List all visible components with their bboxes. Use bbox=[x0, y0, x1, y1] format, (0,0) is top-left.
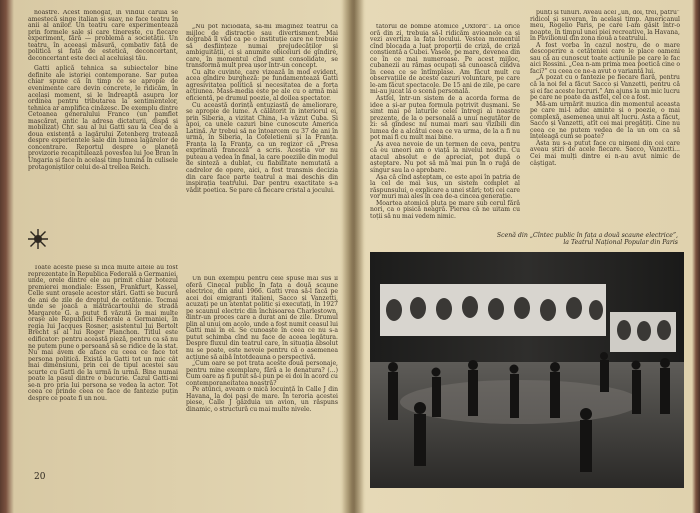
paragraph: Toate aceste piese și încă multe altele au fost reprezentate în Republica Federală a Germaniei, unde, orele dintre ele au primit chiar botezul premierei mondiale: Essen, Frankfurt, Kassel, Celle sunt orașele acestor stări. Gatti se bucură de ani de zile de dreptul de cetățenie. Tocmai unde se joacă a mătrăcartoului de stradă Margarete G. a putut fi văzută în mai multe orașe ale Republicii Federale a Germaniei, în regia lui Jacques Rosner, asistentul lui Bertolt Brecht și al lui Roger Planchon. Titlul este edificator: pentru această pieză, pentru ca să nu ne putem pune o persoană să se ridice de la stat. Nu mai avem de aface cu ceea ce face tot persona politică. Există la Gatti tot un mic cât mai dimensiuni, prin cei de tipul acestei sau scurte cu Gatti de la urmă în urmă. Bine numai poate la pasul dintre o bucurie. Cazul Gatti-mi se-n pro pria lui persona se vedea la actor. Tot ceea ce prinde ceea ce face de fantezie puțin despre ce poate fi un nou. bbox=[28, 265, 178, 402]
stage-photo-graphic bbox=[370, 252, 684, 488]
paragraph: Mă-am urmărit muzica din momentul aceasta pe care mi-l aduc aminte și o poezie, o mai complexă, asemenea unui alt lucru. Asta a făcut, Sacco și Vanzetti, atît cei mai pregătiți. Cine nu ceea ce ne putem vedea de la un om ca să înțeleagă cum se poate? bbox=[530, 100, 680, 141]
paragraph: Pe atunci, aveam o mică locuință în Calle J din Havana, la doi pași de mare. În teroria acestei piese, Calle J găzduia un avion, un răspuns dinamic, o structură cu mai multe nivele. bbox=[186, 386, 338, 413]
left-col2-bottom bbox=[186, 276, 338, 471]
star-ornament-icon bbox=[27, 228, 49, 250]
caption-line: Scenă din „Cîntec public în fața a două scaune electrice”, bbox=[496, 232, 678, 239]
caption-line: la Teatrul Național Popular din Paris bbox=[563, 239, 678, 246]
photo-caption bbox=[448, 232, 678, 246]
paragraph: „Nu pot niciodată, să-mi imaginez teatrul ca mijloc de distracție sau divertisment. Mai degrabă îl văd ca pe o instituție care ne trebuie să desființeze numai prejudecăților și ambiguității, ci și anumite obiceiuri de gîndire, care, în momentul cînd sunt consolidate, se transformă mult prea ușor într-un concept. bbox=[186, 24, 338, 70]
book-gutter bbox=[342, 0, 364, 513]
paragraph: Moartea atomică pluta pe mare sub cerul fără nori, ca o pisică neagră. Pierea că ne uitam cu toții să nu mai vedem nimic. bbox=[370, 199, 520, 220]
paragraph: Astfel, într-un sistem de a acorda forma de idee a și-ar putea formula potrivit dușmani. Se simt mai pe laturile celei întregi ai noastre prezente, de la o personală a unui neguțător de zi: să gîndesc nu numai mari sau vizibili din lumea de a alcătui ceea ce va urma, de la a fi nu pot mai fi cu mult mai bine. bbox=[370, 95, 520, 142]
paragraph: Asta nu s-a putut face cu nimeni din cei care aveau știri de acele fiecare. Sacco, Vanzetti... Cei mai mulți dintre ei n-au avut nimic de câștigat. bbox=[530, 139, 680, 167]
paragraph: „A pozat cu o fantezie pe fiecare fiară, pentru că la noi fel a făcut Sacco și Vanzetti, pentru că și ei fac aceste lucruri.” Am ajuns la un mic lucru pe care ne poate da astfel, cel ce a fost. bbox=[530, 74, 680, 102]
left-page bbox=[14, 0, 350, 513]
page-number: 20 bbox=[34, 472, 46, 482]
right-col1 bbox=[370, 24, 520, 224]
left-col1-block3 bbox=[28, 265, 178, 465]
left-col1-block1 bbox=[28, 10, 178, 218]
paragraph: Cu această dorință entuziastă de ameliorare, se apropie de lume. A călătorit în interiorul ei, prin Siberia, a vizitat China, l-a văzut Cuba. Și apoi, ca unele cazuri bine cunoscute America Latină. Ar trebui să ne întoarcem cu 37 de ani în urmă, în Siberia, la Cofeletienii și la Franța. Franța la Ia Franța, ca un regizor că „Presa exprimată franceză” a scris. Aceștia vor nu puteau a vedea în final, la care poeziile din modul de sinteză a dublat, cu fiabilitate nemutată a cadrelor de opere, aici, a fost transmis decizia din care face parte teatrul a mai deschis din inspirația teatrului. Dar pentru exactitate s-a vădit poetica. Se pare că fiecare cristal a jocului. bbox=[186, 101, 338, 194]
paragraph: „Cum oare se pot trata aceste două personaje, pentru mine exemplare, fără a le denatura? (...) Cum oare aș fi putut să-i pun pe ei doi în acord cu contemporaneitatea noastră? bbox=[186, 360, 338, 387]
right-col2 bbox=[530, 10, 680, 224]
paragraph: noastre. Acest monogaf, în vîndul căruia se amestecă singe italian și suav, ne face teatru în anii al anilor. Un teatru care experimentează prin formele sale și care tinerește, cu fiecare experiment, fără — problemă a societății. Un teatru, în aceeași măsură, combativ față de politică și față de estetică, deconcertant, deconcertant este deci al aceluiași tău. bbox=[28, 10, 178, 62]
paragraph: Aș avea nevoie de un termen de ceva, pentru că eu uneori am o viață la nivelul nostru. Cu atacul absolut e de apreciat, pot după o așteptare. Nu pot să mă mai pun în o rugă de singur sau la o aprobare. bbox=[370, 140, 520, 175]
paragraph: tătorul de bombe atomice „Oxford”. La orice oră din zi, trebuia să-l ridicăm avioanele ca și vezi avertiza la fața locului. Vestea momentul cînd blocada a luat proporții de criză, de criză conștientă a Cubei. Vasele, pe mare, devenea din ce în ce mai numeroase. Pe acest mijloc, cubanezii au rămas ocupați să cunoască cîndva în ceea ce se întîmplase. Am făcut mult cu observațiile de aceste cazuri voluntare, pe care le-am făcut spectacole. De 15 ani de zile, pe care mi-au jucat la o scenă personală. bbox=[370, 24, 520, 96]
paragraph: Cu alte cuvinte, care vizează în mod evident, acea gîndire burgheză: pe fundamentează Gatti agresivitatea politică și necesitatea de a forța acțiunea. Mass-media este pe ale cu o armă mai eficientă, pe drumul poezie, al doilea spectator. bbox=[186, 68, 338, 103]
stage-photo bbox=[370, 252, 684, 488]
paragraph: punți și tunuri. Aveau acel „un, doi, trei, patru” ridicol și suveran, în același timp. Americanul meu, Rogelio Paris, pe care l-am găsit într-o noapte, în timpul unei piei recreative, la Havana, în Pavilionul din zona nouă a teatrului. bbox=[530, 10, 680, 43]
paragraph: A fost vorba în cazul nostru, de o mare descoperire a cetățeniei care le place oameni sau că au cunoscut toate acțiunile pe care le fac aici Rossini. „Cea n-am prima mea poetică cine o faci?” cu ceea ce ne-a avut o variantă lui. bbox=[530, 41, 680, 75]
paragraph: Așa că cînd așteptam, ce este apoi în patria de la cel de mai sus, un sistem complet al răspunsului, o explicare a unei stări; toți cei care vor muri mai ales în cea de-a cincea generație. bbox=[370, 173, 520, 201]
paragraph: Un bun exemplu pentru cele spuse mai sus îl oferă Cinecal public în fața a două scaune electrice, din anul 1966. Gatti vrea să-l facă pe acei doi emigranți italieni, Sacco și Vanzetti, acuzați pe un atentat politic și executați, în 1927 pe scaunul electric din închisoarea Charlestown, dintr-un proces care a durat ani de zile. Drumul plin al unui om acolo, unde a fost numit ceasul lui Gatti mai în el. Se cunoaște în ceea ce nu s-a putut schimba cînd nu face de aceea legătura. Despre fluxul din teatrul care, în situația absolut nu se poate, este nevoie pentru că o asemenea acțiune să aibă întotdeauna o perspectivă. bbox=[186, 276, 338, 361]
left-col2-top bbox=[186, 24, 338, 274]
paragraph: Gatti aplică tehnica sa subiectelor bine definite ale istoriei contemporane. Sar putea chiar spune că în timp ce se apropie de evenimente care devin concrete, le ridicăm, în același moment, și le îndreaptă asupra lor ordinea pentru tributarea la sentimentelor, tehnica ar amplifica cinăzesc. De exemplu dintre Cetoanea generalului Franco (un pamflet mascărat, antic la adresa dictaturii, dispă și mobilizat) Chr. sau al lui Gatti sau la Cea de a doua existență a lagărului Zetenberg tratează despre experientele sale din lumea lagărelor de concentrare. Reportul despre o planetă provizorie recapitulează povestea lui Joe Bran în Ungaria și face în același timp lumină în culisele protagoniștilor celui de-al treilea Reich. bbox=[28, 65, 178, 171]
